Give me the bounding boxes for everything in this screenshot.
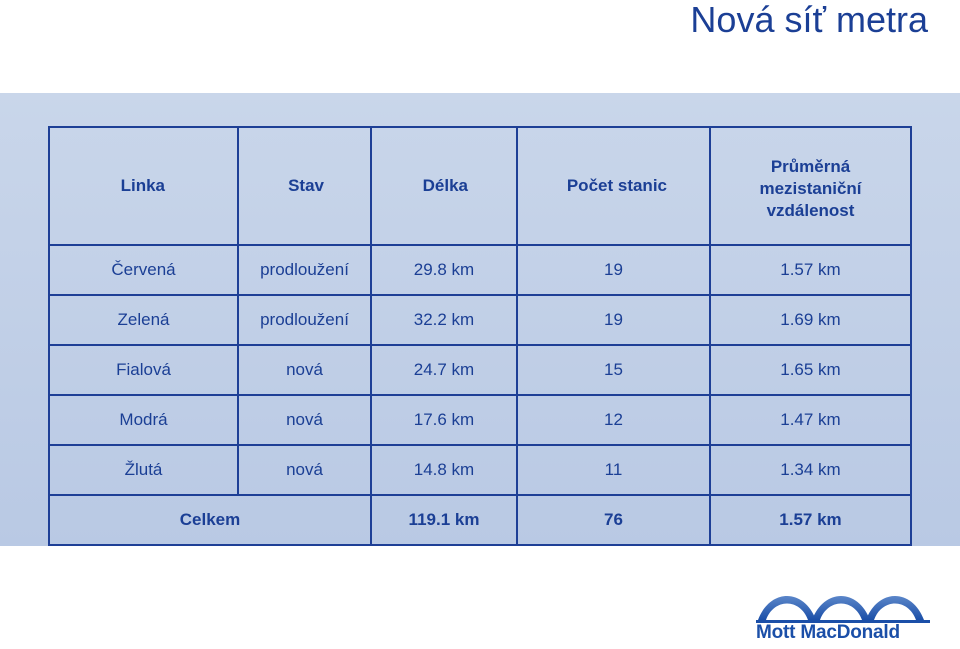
cell-total-stanic: 76: [517, 495, 710, 545]
metro-lines-table: [48, 126, 912, 546]
cell-stanic: 11: [517, 445, 710, 495]
header-vzdalenost-line2: mezistaniční: [759, 179, 862, 198]
cell-vzdalenost: 1.57 km: [710, 245, 911, 295]
cell-linka: Fialová: [49, 345, 238, 395]
table-total-row: [49, 495, 911, 545]
table-row: [49, 445, 911, 495]
cell-stav: prodloužení: [238, 295, 371, 345]
mott-macdonald-logo: [756, 586, 930, 644]
cell-stav: nová: [238, 445, 371, 495]
header-delka: Délka: [371, 127, 517, 245]
cell-stanic: 15: [517, 345, 710, 395]
logo-text: Mott MacDonald: [756, 622, 900, 643]
header-prumerna-vzdalenost: [710, 127, 911, 245]
table-header-row: [49, 127, 911, 245]
slide-title: Nová síť metra: [690, 0, 928, 40]
cell-linka: Žlutá: [49, 445, 238, 495]
cell-stanic: 12: [517, 395, 710, 445]
cell-linka: Zelená: [49, 295, 238, 345]
table-row: [49, 295, 911, 345]
triple-arch-logo-icon: [756, 586, 930, 624]
cell-linka: Modrá: [49, 395, 238, 445]
table-row: [49, 245, 911, 295]
cell-delka: 24.7 km: [371, 345, 517, 395]
cell-vzdalenost: 1.65 km: [710, 345, 911, 395]
cell-stav: prodloužení: [238, 245, 371, 295]
cell-vzdalenost: 1.69 km: [710, 295, 911, 345]
cell-vzdalenost: 1.34 km: [710, 445, 911, 495]
table-row: [49, 395, 911, 445]
cell-delka: 17.6 km: [371, 395, 517, 445]
header-stav: Stav: [238, 127, 371, 245]
cell-total-delka: 119.1 km: [371, 495, 517, 545]
cell-linka: Červená: [49, 245, 238, 295]
table-panel: [0, 93, 960, 546]
header-linka: Linka: [49, 127, 238, 245]
header-vzdalenost-line3: vzdálenost: [766, 201, 855, 220]
cell-stanic: 19: [517, 295, 710, 345]
header-pocet-stanic: Počet stanic: [517, 127, 710, 245]
cell-delka: 14.8 km: [371, 445, 517, 495]
cell-stav: nová: [238, 345, 371, 395]
cell-delka: 32.2 km: [371, 295, 517, 345]
cell-stanic: 19: [517, 245, 710, 295]
cell-stav: nová: [238, 395, 371, 445]
header-vzdalenost-line1: Průměrná: [770, 157, 851, 176]
cell-delka: 29.8 km: [371, 245, 517, 295]
cell-total-vzdalenost: 1.57 km: [710, 495, 911, 545]
cell-vzdalenost: 1.47 km: [710, 395, 911, 445]
cell-total-label: Celkem: [49, 495, 371, 545]
table-row: [49, 345, 911, 395]
